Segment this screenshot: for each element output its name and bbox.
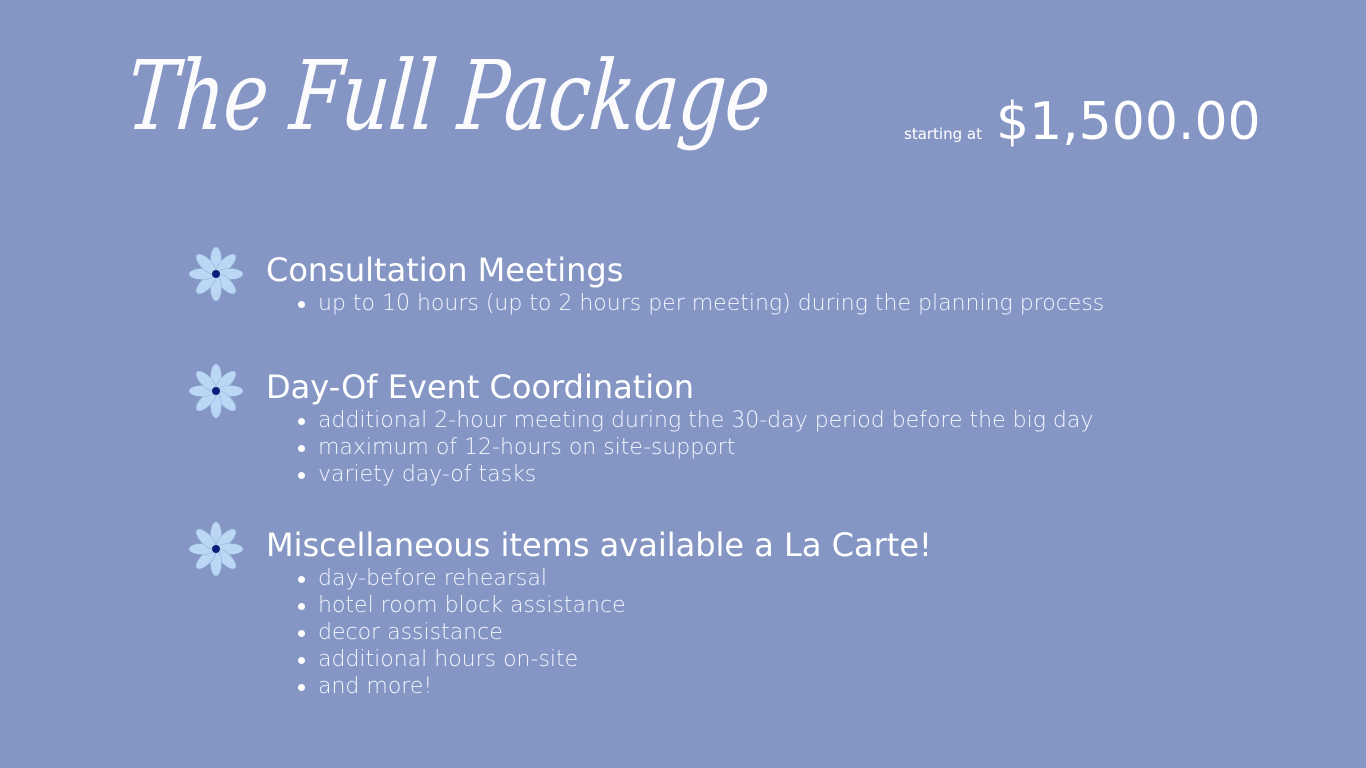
- section-title: Miscellaneous items available a La Carte!: [266, 526, 932, 564]
- section-title: Consultation Meetings: [266, 251, 624, 289]
- price-block: [904, 92, 1261, 152]
- list-item: hotel room block assistance: [298, 592, 626, 619]
- section-items: [298, 407, 1093, 488]
- section-items: [298, 290, 1104, 317]
- page-title: The Full Package: [123, 40, 774, 152]
- price-prefix: starting at: [904, 125, 982, 143]
- list-item: maximum of 12-hours on site-support: [298, 434, 1093, 461]
- flower-icon: [188, 363, 244, 419]
- list-item: additional hours on-site: [298, 646, 626, 673]
- list-item: and more!: [298, 673, 626, 700]
- price-value: $1,500.00: [995, 92, 1261, 152]
- section-items: [298, 565, 626, 700]
- flower-icon: [188, 246, 244, 302]
- list-item: variety day-of tasks: [298, 461, 1093, 488]
- list-item: decor assistance: [298, 619, 626, 646]
- section-title: Day-Of Event Coordination: [266, 368, 695, 406]
- flower-icon: [188, 521, 244, 577]
- list-item: additional 2-hour meeting during the 30-day period before the big day: [298, 407, 1093, 434]
- list-item: day-before rehearsal: [298, 565, 626, 592]
- list-item: up to 10 hours (up to 2 hours per meeting) during the planning process: [298, 290, 1104, 317]
